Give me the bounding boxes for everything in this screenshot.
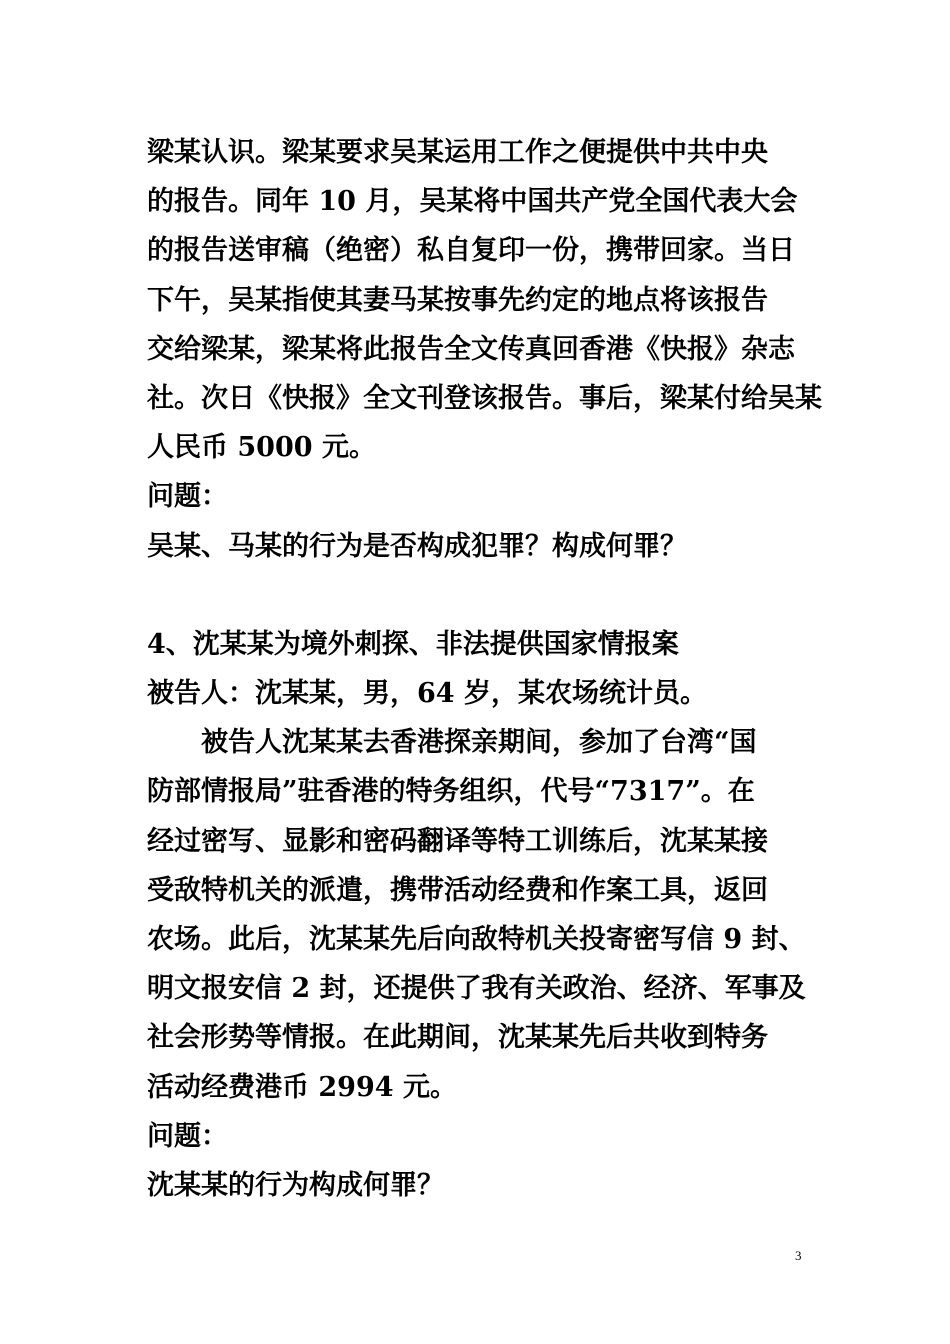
paragraph-2-line-8: 活动经费港币 2994 元。 — [147, 1071, 457, 1103]
paragraph-1-line-6: 社。次日《快报》全文刊登该报告。事后，梁某付给吴某 — [147, 382, 822, 414]
question-2: 沈某某的行为构成何罪？ — [147, 1169, 444, 1201]
paragraph-2-line-1: 被告人沈某某去香港探亲期间，参加了台湾“国 — [201, 727, 757, 759]
paragraph-2-line-7: 社会形势等情报。在此期间，沈某某先后共收到特务 — [147, 1022, 768, 1054]
paragraph-1-line-7: 人民币 5000 元。 — [147, 432, 376, 464]
question-label-1: 问题： — [147, 481, 228, 513]
paragraph-2-line-5: 农场。此后，沈某某先后向敌特机关投寄密写信 9 封、 — [147, 924, 806, 955]
case-4-title: 4、沈某某为境外刺探、非法提供国家情报案 — [147, 628, 679, 660]
paragraph-1-line-4: 下午，吴某指使其妻马某按事先约定的地点将该报告 — [147, 284, 768, 316]
paragraph-2-line-6: 明文报安信 2 封，还提供了我有关政治、经济、军事及 — [147, 973, 806, 1005]
paragraph-1-line-3: 的报告送审稿（绝密）私自复印一份，携带回家。当日 — [147, 235, 795, 267]
paragraph-2-line-4: 受敌特机关的派遣，携带活动经费和作案工具，返回 — [147, 874, 768, 906]
page-number: 3 — [795, 1248, 802, 1263]
question-label-2: 问题： — [147, 1120, 228, 1152]
document-body — [147, 128, 822, 1210]
paragraph-1-line-1: 梁某认识。梁某要求吴某运用工作之便提供中共中央 — [147, 137, 768, 168]
blank-line — [147, 571, 809, 620]
paragraph-2-line-2: 防部情报局”驻香港的特务组织，代号“7317”。在 — [147, 776, 755, 808]
paragraph-1-line-2: 的报告。同年 10 月，吴某将中国共产党全国代表大会 — [147, 186, 798, 218]
question-1: 吴某、马某的行为是否构成犯罪？构成何罪？ — [147, 530, 687, 562]
paragraph-2-line-3: 经过密写、显影和密码翻译等特工训练后，沈某某接 — [147, 825, 768, 857]
paragraph-1-line-5: 交给梁某，梁某将此报告全文传真回香港《快报》杂志 — [147, 333, 795, 365]
defendant-line: 被告人：沈某某，男，64 岁，某农场统计员。 — [147, 678, 707, 710]
